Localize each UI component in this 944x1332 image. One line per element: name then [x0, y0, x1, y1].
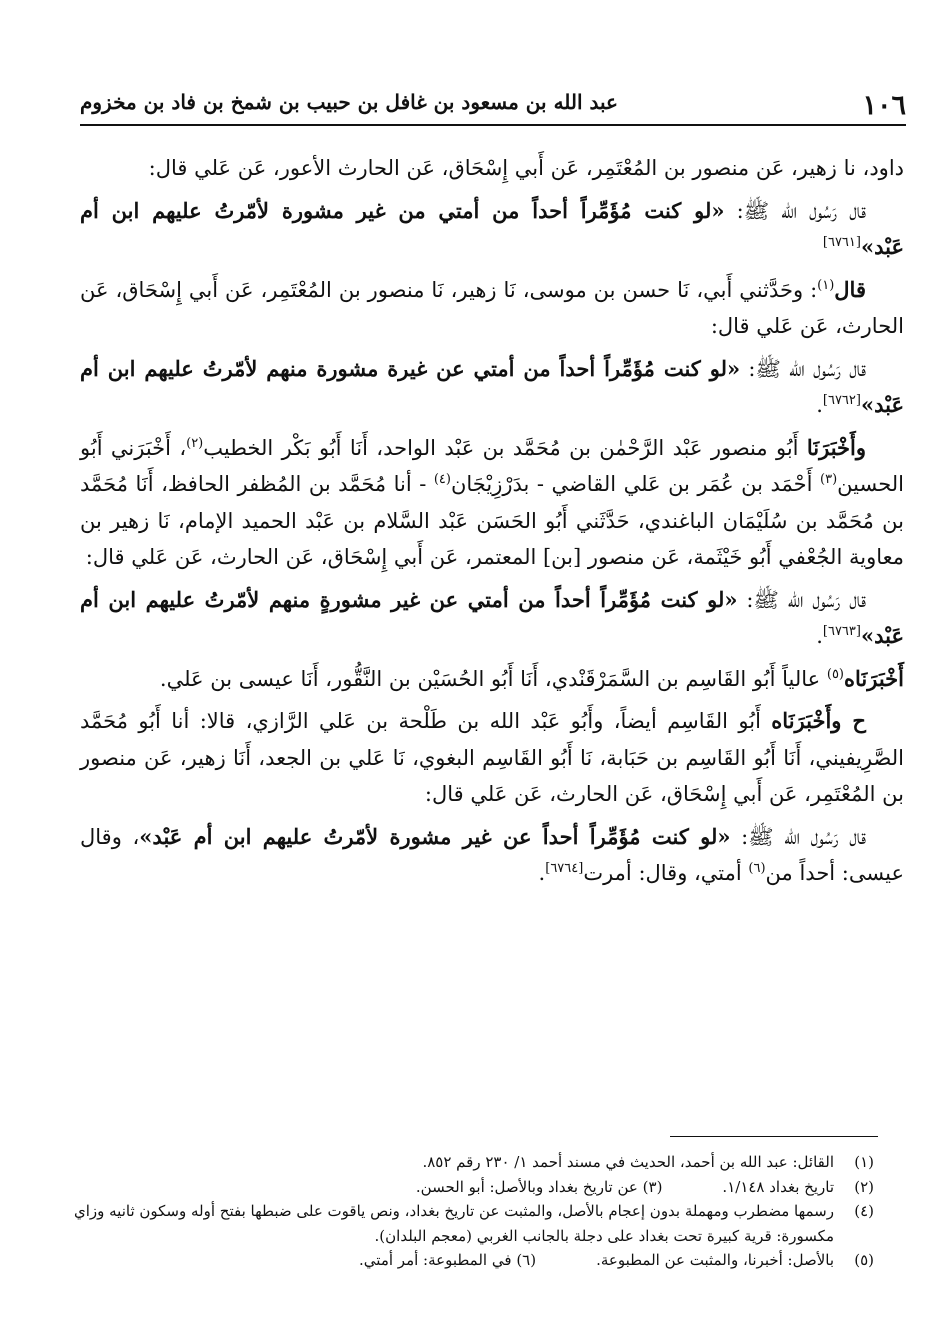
paragraph-isnad-3 [80, 430, 904, 576]
paragraph-hadith-2 [80, 351, 904, 424]
footnote-text: عن تاريخ بغداد وبالأصل: أبو الحسن. [415, 1177, 638, 1196]
footnote-mark: (٦) [748, 861, 766, 876]
footnote-mark: (٥) [826, 666, 844, 682]
paragraph-text: أمتي، وقال: أمرت [583, 861, 749, 885]
paragraph-tail: . [538, 861, 546, 885]
paragraph-text: أَحْمَد بن عُمَر بن عَلي القاضي - بدَرْزِيْجَان [450, 472, 820, 496]
hadith-lead: قال رَسُول الله ﷺ: [730, 824, 866, 849]
running-title: عبد الله بن مسعود بن غافل بن حبيب بن شمخ بن فاد بن مخزوم [80, 90, 618, 114]
bold-lead: وأَخْبَرَنَا [806, 434, 866, 460]
footnote-number: (٤) [854, 1202, 874, 1220]
footnote-text: القائل: عبد الله بن أحمد، الحديث في مسند أحمد ١/ ٢٣٠ رقم ٨٥٢. [422, 1153, 834, 1171]
hadith-text: «لو كنت مُؤَمِّراً أحداً من أمتي عن غير مشورةٍ منهم لأمّرتُ عليهم ابن أم عَبْد» [80, 586, 904, 648]
paragraph-isnad-5 [80, 703, 904, 813]
paragraph-text: ، وقال عيسى: أحداً من [80, 824, 904, 885]
footnote-text: رسمها مضطرب ومهملة بدون إعجام بالأصل، والمثبت عن تاريخ بغداد، ونص ياقوت على ضبطها بفتح أوله وسكون ثانيه وزاي مكسورة: قرية كبيرة تحت بغداد على دجلة بالجانب الغربي (معجم البلدان). [73, 1202, 834, 1245]
paragraph-tail: . [816, 624, 823, 648]
hadith-number: [٦٧٦٣] [822, 624, 861, 639]
hadith-number: [٦٧٦٤] [545, 861, 584, 876]
footnotes [70, 1150, 874, 1273]
footnote-number: (٥) [854, 1251, 874, 1269]
footnote-4 [70, 1199, 874, 1248]
footnote-2-3 [70, 1175, 874, 1200]
footnote-1 [70, 1150, 874, 1175]
footnote-mark: (٣) [820, 472, 838, 487]
page-number: ١٠٦ [862, 90, 906, 121]
footnote-text: في المطبوعة: أمر أمتي. [359, 1251, 512, 1269]
footnote-number: (٢) [854, 1177, 874, 1196]
paragraph-text: أَبُو القَاسِم أيضاً، وأَبُو عَبْد الله بن طَلْحة بن عَلي الرَّازي، قالا: أنا أَبُو مُحَمَّد الصَّرِيفيني، أَنَا أَبُو القَاسِم بن حَبَابة، نَا أَبُو القَاسِم البغوي، نَا عَلي بن الجعد، أَنَا زهير، عَن منصور بن المُعْتَمِر، عَن أَبي إِسْحَاق، عَن الحارث، عَن عَلي قال: [80, 709, 904, 806]
hadith-lead: قال رَسُول الله ﷺ: [740, 356, 866, 381]
paragraph-text: عالياً أَبُو القَاسِم بن السَّمَرْقَنْدي، أَنَا أَبُو الحُسَيْن بن النَّقُّور، أَنَا عيسى بن عَلي. [159, 666, 827, 691]
paragraph-text: : وحَدَّثني أَبي، نَا حسن بن موسى، نَا زهير، نَا منصور بن المُعْتَمِر، عَن أَبي إِسْحَاق، عَن الحارث، عَن عَلي قال: [80, 277, 904, 338]
paragraph-isnad-2 [80, 272, 904, 345]
paragraph-hadith-4 [80, 819, 904, 892]
paragraph-hadith-1 [80, 193, 904, 266]
hadith-lead: قال رَسُول الله ﷺ: [737, 587, 866, 612]
main-text [80, 150, 904, 898]
bold-lead: ح وأَخْبَرَنَاه [771, 708, 866, 733]
footnote-5-6 [70, 1248, 874, 1273]
page-header [80, 84, 906, 126]
hadith-number: [٦٧٦٢] [822, 393, 861, 408]
footnote-number: (٦) [516, 1251, 537, 1269]
footnote-text: تاريخ بغداد ١/١٤٨. [722, 1177, 834, 1196]
footnote-divider [670, 1136, 878, 1137]
paragraph-text: أَبُو منصور عَبْد الرَّحْمٰن بن مُحَمَّد بن عَبْد الواحد، أَنَا أَبُو بَكْر الخطيب [203, 435, 807, 460]
footnote-number: (١) [854, 1153, 874, 1171]
footnote-mark: (٢) [186, 435, 204, 451]
hadith-text: «لو كنت مُؤَمِّراً أحداً من أمتي من غير مشورة لأمّرتُ عليهم ابن أم عَبْد» [80, 197, 904, 259]
paragraph-isnad-1 [80, 150, 904, 187]
paragraph-hadith-3 [80, 582, 904, 655]
footnote-number: (٣) [642, 1177, 663, 1196]
paragraph-text: - أنا مُحَمَّد بن المُظفر الحافظ، أَنَا مُحَمَّد بن مُحَمَّد بن سُلَيْمَان الباغندي، حَدَّثَني أَبُو الحَسَن عَبْد السَّلام بن عَبْد الحميد الإمام، نَا زهير بن معاوية الجُعْفي أَبُو خَيْثَمة، عَن منصور [بن] المعتمر، عَن أَبي إِسْحَاق، عَن الحارث، عَن عَلي قال: [80, 472, 904, 569]
paragraph-text: داود، نا زهير، عَن منصور بن المُعْتَمِر، عَن أَبي إِسْحَاق، عَن الحارث الأعور، عَن عَلي قال: [148, 156, 904, 180]
hadith-text: «لو كنت مُؤَمِّراً أحداً عن غير مشورة لأمّرتُ عليهم ابن أم عَبْد» [139, 823, 731, 849]
paragraph-text: ، أَخْبَرَني أَبُو الحسين [80, 435, 904, 496]
hadith-text: «لو كنت مُؤَمِّراً أحداً من أمتي عن غيرة مشورة منهم لأمّرتُ عليهم ابن أم عَبْد» [80, 355, 904, 417]
bold-lead: قال [834, 276, 866, 302]
footnote-mark: (١) [817, 277, 835, 293]
footnote-mark: (٤) [433, 472, 451, 487]
footnote-text: بالأصل: أخبرنا، والمثبت عن المطبوعة. [596, 1251, 834, 1269]
hadith-number: [٦٧٦١] [822, 235, 861, 250]
paragraph-tail: . [816, 393, 823, 417]
hadith-lead: قال رَسُول الله ﷺ: [724, 198, 866, 223]
paragraph-isnad-4 [80, 661, 904, 698]
bold-lead: أَخْبَرَنَاه [844, 665, 904, 691]
